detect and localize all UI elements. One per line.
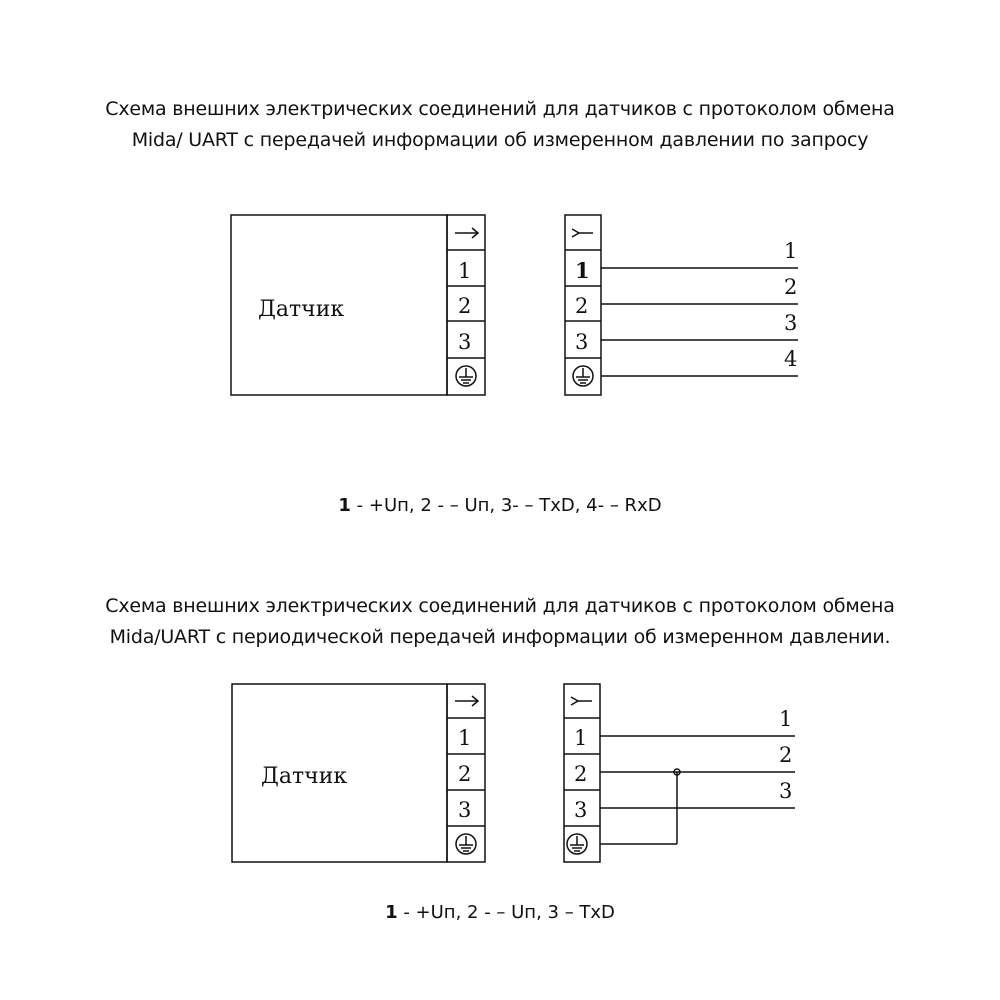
diagram2-wires <box>600 736 795 844</box>
diagram2-wire-number-3: 3 <box>779 779 793 803</box>
diagram2-legend-text: - +Uп, 2 - – Uп, 3 – TxD <box>397 902 615 923</box>
diagram2-socket-pin-3: 3 <box>574 798 588 822</box>
diagram2-legend-bold: 1 <box>385 902 398 923</box>
diagram1-wire-number-1: 1 <box>784 239 798 263</box>
diagram1-wire-number-4: 4 <box>784 347 798 371</box>
diagram1-wire-number-2: 2 <box>784 275 798 299</box>
diagram2-title-line1: Схема внешних электрических соединений для датчиков с протоколом обмена <box>105 595 895 617</box>
diagram1-wires <box>601 268 798 376</box>
diagram1-sensor-label: Датчик <box>258 297 345 322</box>
diagram2-plug-pin-1: 1 <box>458 726 472 750</box>
diagram2-sensor-label: Датчик <box>261 764 348 789</box>
diagram1-title-line1: Схема внешних электрических соединений для датчиков с протоколом обмена <box>105 98 895 120</box>
diagram1-legend-bold: 1 <box>338 495 351 516</box>
plug-arrow-icon <box>455 228 478 238</box>
diagram2-wire-number-1: 1 <box>779 707 793 731</box>
diagram2-wire-number-2: 2 <box>779 743 793 767</box>
socket-symbol-icon <box>572 229 593 237</box>
socket-symbol-icon <box>571 697 592 705</box>
ground-icon <box>456 366 476 386</box>
diagram2-socket-pin-1: 1 <box>574 726 588 750</box>
diagram1-socket-pin-3: 3 <box>575 330 589 354</box>
diagram1-legend-text: - +Uп, 2 - – Uп, 3- – TxD, 4- – RxD <box>350 495 662 516</box>
ground-icon <box>573 366 593 386</box>
diagram1-title-line2: Mida/ UART с передачей информации об измеренном давлении по запросу <box>131 129 869 151</box>
diagram2-plug-pin-3: 3 <box>458 798 472 822</box>
diagram2-title-line2: Mida/UART с периодической передачей информации об измеренном давлении. <box>109 626 891 648</box>
diagram1-plug-pin-1: 1 <box>458 259 472 283</box>
diagram1-plug-pin-3: 3 <box>458 330 472 354</box>
diagram2-plug-pin-2: 2 <box>458 762 472 786</box>
ground-icon <box>567 834 587 854</box>
diagram2-socket-pin-2: 2 <box>574 762 588 786</box>
diagram1-socket-pin-2: 2 <box>575 294 589 318</box>
diagram1-wire-number-3: 3 <box>784 311 798 335</box>
diagram1-socket-pin-1: 1 <box>575 258 590 283</box>
plug-arrow-icon <box>455 696 478 706</box>
ground-icon <box>456 834 476 854</box>
diagram1-plug-pin-2: 2 <box>458 294 472 318</box>
